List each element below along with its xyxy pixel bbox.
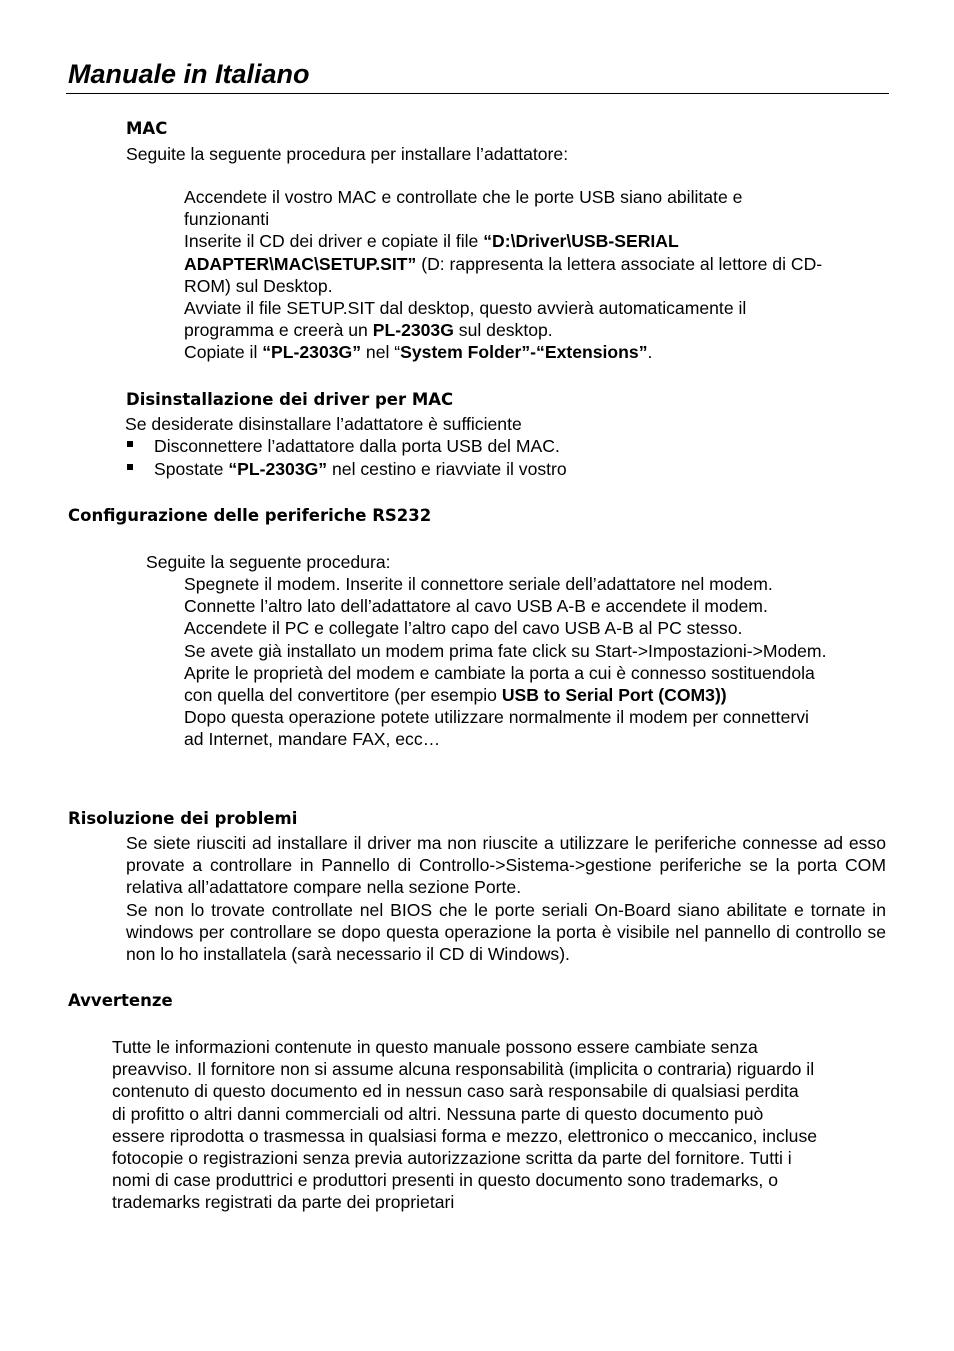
uninstall-bullet1: Disconnettere l’adattatore dalla porta USB del MAC. [154, 436, 560, 456]
rs232-line8: ad Internet, mandare FAX, ecc… [184, 729, 441, 750]
uninstall-intro: Se desiderate disinstallare l’adattatore è sufficiente [125, 414, 522, 434]
rs232-line: Aprite le proprietà del modem e cambiate la porta a cui è connesso sostituendola [184, 662, 815, 683]
mac-step4-bold2: System Folder”-“Extensions” [400, 342, 648, 363]
rs232-line: Accendete il PC e collegate l’altro capo del cavo USB A-B al PC stesso. [184, 618, 743, 639]
troubleshooting-body [126, 832, 886, 965]
mac-step4-line [184, 341, 822, 363]
rs232-line: Se avete già installato un modem prima fate click su Start->Impostazioni->Modem. [184, 640, 827, 661]
warnings-heading: Avvertenze [68, 991, 173, 1010]
mac-step2-path1: “D:\Driver\USB-SERIAL [483, 231, 679, 252]
mac-step4-post: . [647, 342, 653, 363]
mac-step2-line1 [184, 230, 822, 252]
troubleshooting-para2: Se non lo trovate controllate nel BIOS che le porte seriali On-Board siano abilitate e tornate in windows per controllare se dopo questa operazione la porta è visibile nel pannello di controllo se non lo ho installatela (sarà necessario il CD di Windows). [126, 899, 886, 965]
uninstall-heading: Disinstallazione dei driver per MAC [126, 390, 454, 409]
warnings-body [112, 1036, 817, 1214]
mac-step4-bold1: “PL-2303G” [262, 342, 362, 363]
mac-step3-post: sul desktop. [453, 320, 553, 341]
mac-step1-line1: Accendete il vostro MAC e controllate che le porte USB siano abilitate e [184, 187, 743, 207]
page-title: Manuale in Italiano [68, 59, 310, 89]
mac-step3-line1: Avviate il file SETUP.SIT dal desktop, questo avvierà automaticamente il [184, 298, 747, 319]
rs232-heading: Configurazione delle periferiche RS232 [68, 506, 432, 525]
troubleshooting-heading: Risoluzione dei problemi [68, 809, 298, 828]
troubleshooting-para1: Se siete riusciti ad installare il driver ma non riuscite a utilizzare le periferiche connesse ad esso provate a controllare in Pannello di Controllo->Sistema->gestione periferiche se la porta COM relativa all’adattatore compare nella sezione Porte. [126, 833, 886, 898]
rs232-intro: Seguite la seguente procedura: [146, 552, 391, 572]
rs232-line6 [184, 684, 826, 706]
mac-step2-line2 [184, 253, 822, 275]
warnings-line: Tutte le informazioni contenute in questo manuale possono essere cambiate senza [112, 1037, 758, 1057]
mac-step3-bold: PL-2303G [372, 320, 454, 341]
mac-step3-line2 [184, 319, 822, 341]
rs232-line7: Dopo questa operazione potete utilizzare normalmente il modem per connettervi [184, 707, 809, 728]
rs232-line6-text: con quella del convertitore (per esempio [184, 685, 502, 706]
title-divider [66, 93, 889, 94]
mac-step4-pre: Copiate il [184, 342, 263, 363]
warnings-line: nomi di case produttrici e produttori presenti in questo documento sono trademarks, o [112, 1170, 778, 1191]
warnings-line: contenuto di questo documento ed in nessun caso sarà responsabile di qualsiasi perdita [112, 1081, 799, 1102]
mac-step3-text: programma e creerà un [184, 320, 373, 341]
mac-steps [184, 186, 822, 364]
uninstall-bullet2-post: nel cestino e riavviate il vostro [327, 459, 567, 479]
rs232-line: Connette l’altro lato dell’adattatore al cavo USB A-B e accendete il modem. [184, 596, 768, 617]
uninstall-bullet2 [154, 458, 567, 480]
warnings-line: trademarks registrati da parte dei proprietari [112, 1192, 455, 1213]
mac-step1-line2: funzionanti [184, 209, 270, 230]
mac-heading: MAC [126, 119, 168, 138]
mac-step4-mid: nel “ [361, 342, 401, 363]
mac-step2-text: Inserite il CD dei driver e copiate il file [184, 231, 484, 252]
rs232-line: Spegnete il modem. Inserite il connettore seriale dell’adattatore nel modem. [184, 574, 773, 594]
uninstall-bullet2-bold: “PL-2303G” [228, 459, 328, 479]
mac-step2-line3: ROM) sul Desktop. [184, 275, 333, 296]
bullet-icon [127, 464, 133, 470]
bullet-icon [127, 441, 133, 447]
warnings-line: fotocopie o registrazioni senza previa autorizzazione scritta da parte del fornitore. Tutti i [112, 1148, 792, 1169]
uninstall-bullet2-pre: Spostate [154, 459, 229, 479]
rs232-port-example: USB to Serial Port (COM3)) [501, 685, 727, 706]
rs232-steps [184, 573, 826, 751]
mac-step2-path2: ADAPTER\MAC\SETUP.SIT” [184, 253, 417, 274]
mac-intro: Seguite la seguente procedura per installare l’adattatore: [126, 144, 569, 164]
warnings-line: preavviso. Il fornitore non si assume alcuna responsabilità (implicita o contraria) riguardo il [112, 1059, 815, 1080]
warnings-line: di profitto o altri danni commerciali od altri. Nessuna parte di questo documento può [112, 1103, 764, 1124]
warnings-line: essere riprodotta o trasmessa in qualsiasi forma e mezzo, elettronico o meccanico, incluse [112, 1125, 818, 1146]
mac-step2-note: (D: rappresenta la lettera associate al lettore di CD- [416, 253, 823, 274]
